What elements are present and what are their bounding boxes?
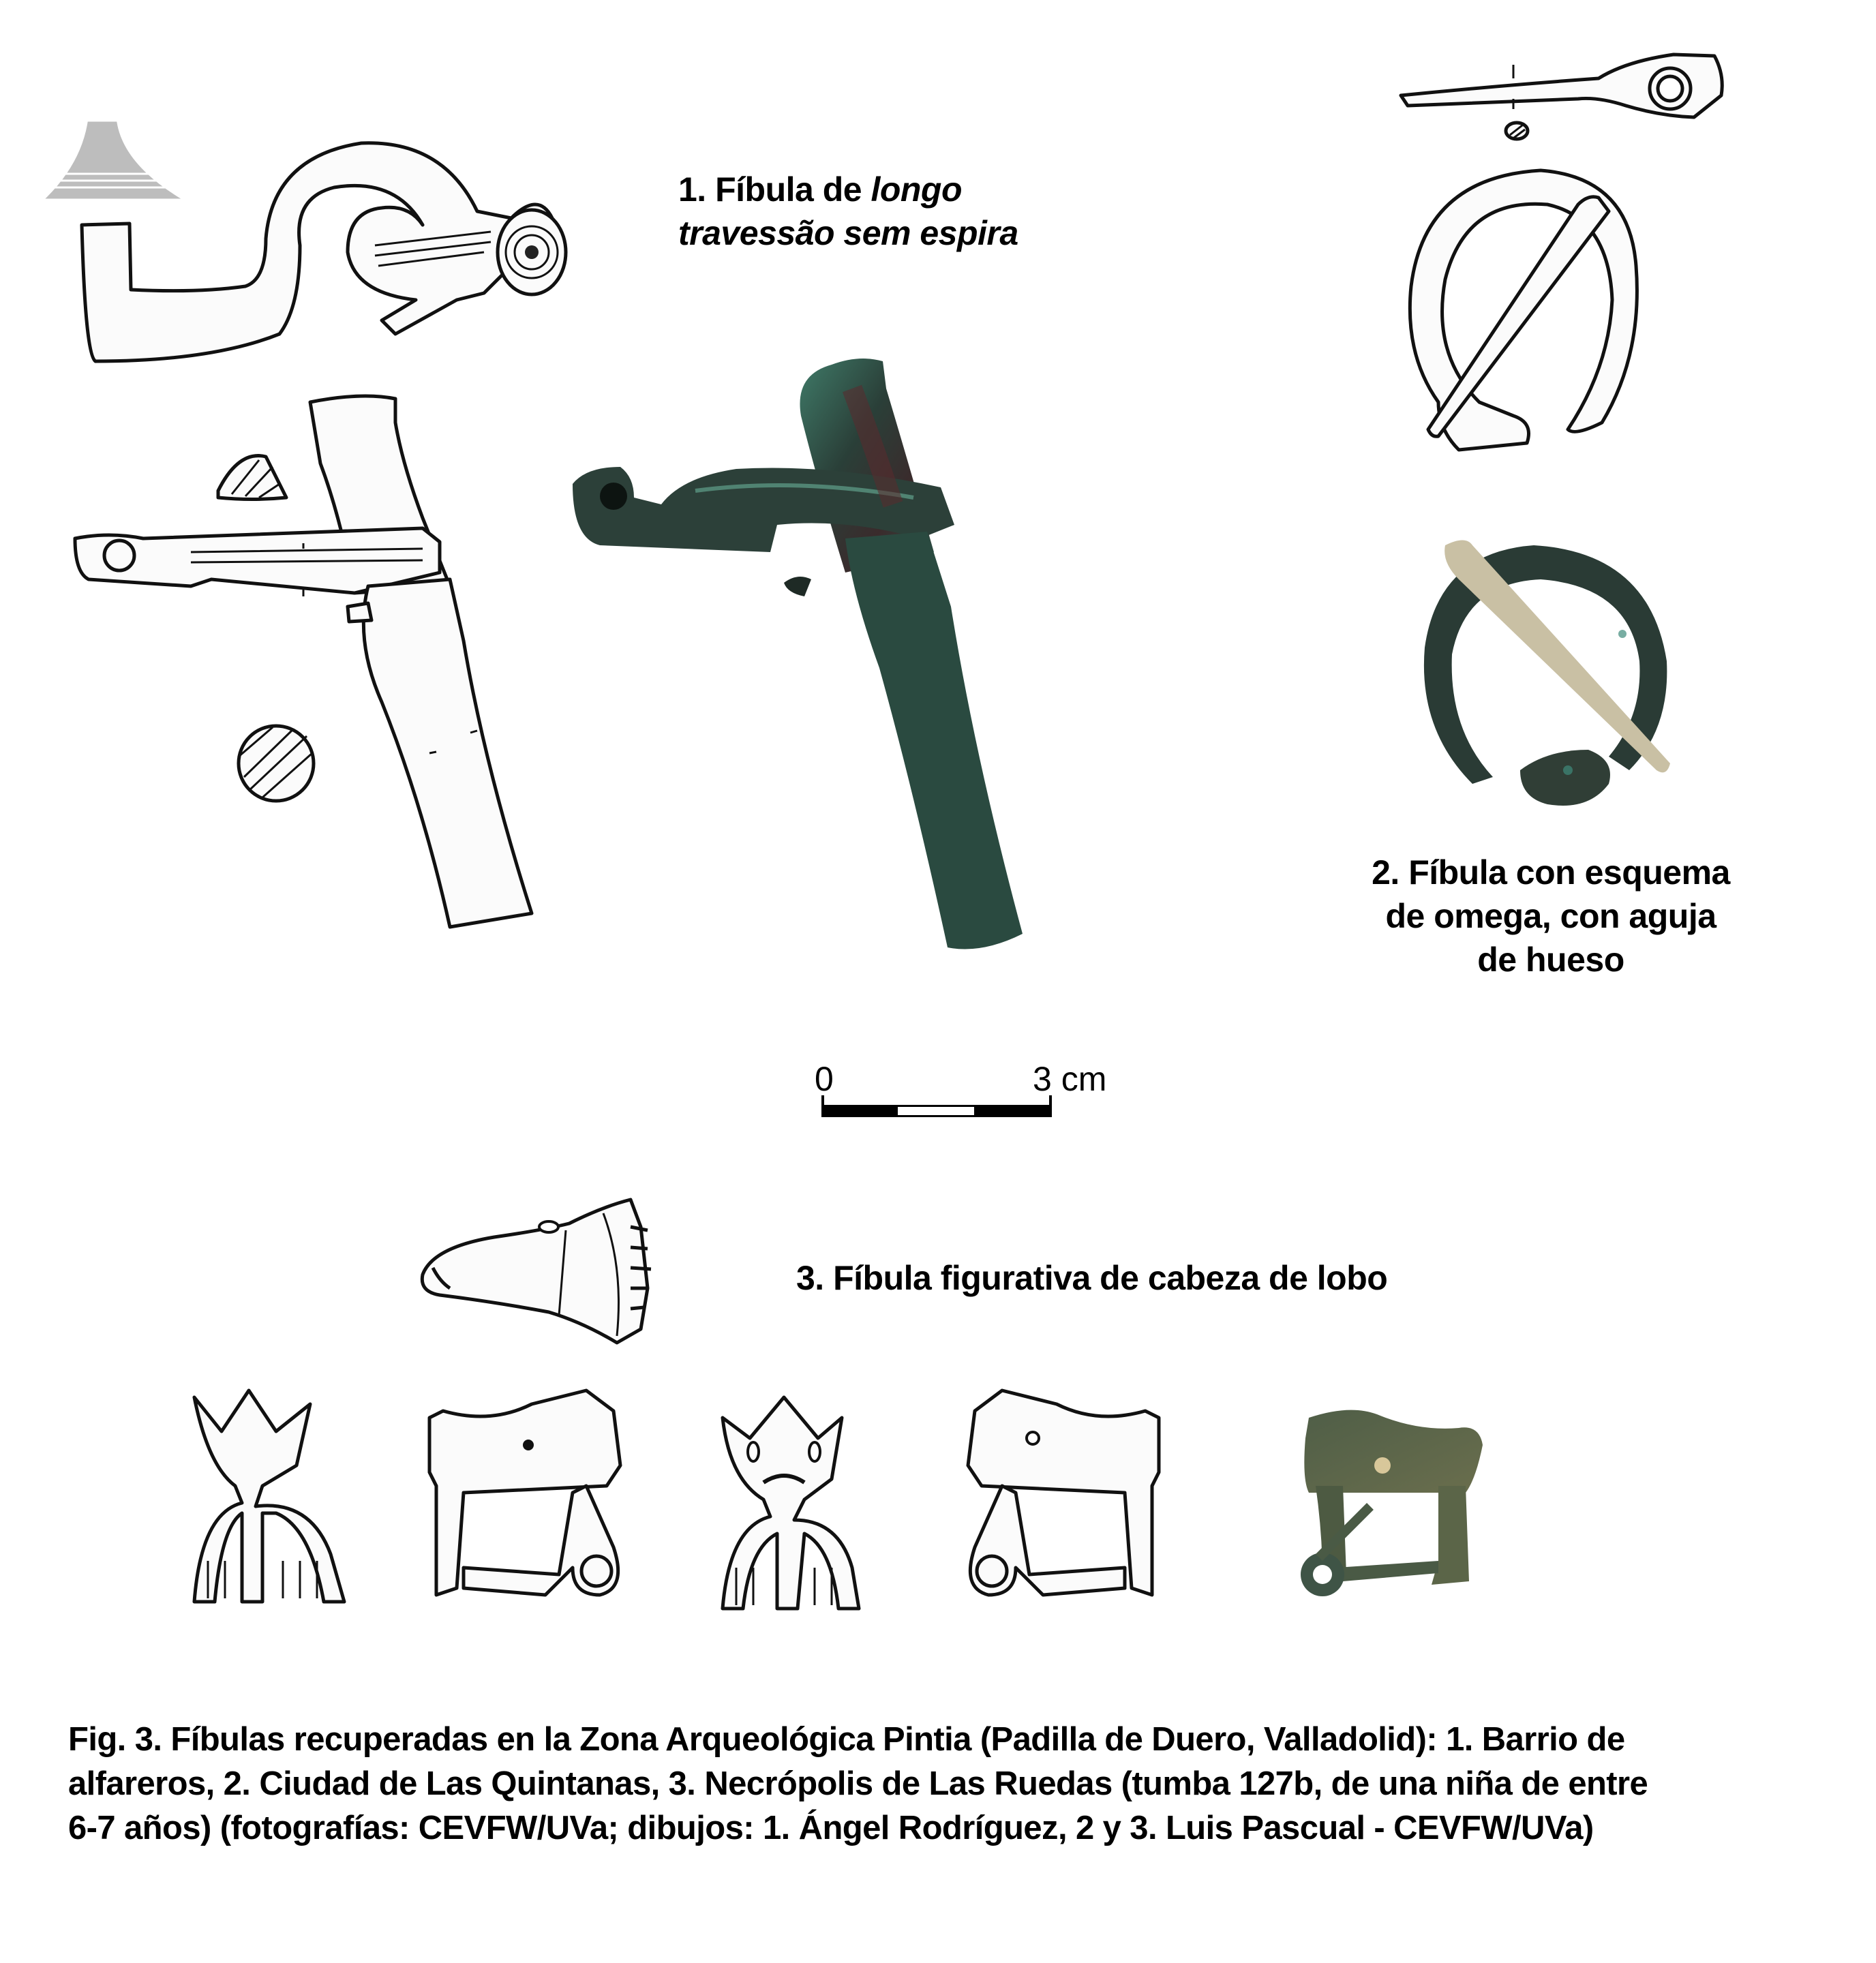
fibula1-photo bbox=[559, 348, 1091, 982]
fibula1-top-view-drawing bbox=[68, 382, 573, 995]
scale-bar bbox=[815, 1060, 1128, 1121]
scale-bar-graphic bbox=[821, 1095, 1053, 1123]
item3-label: 3. Fíbula figurativa de cabeza de lobo bbox=[796, 1259, 1388, 1297]
caption-line: 6-7 años) (fotografías: CEVFW/UVa; dibujos: 1. Ángel Rodríguez, 2 y 3. Luis Pascual - CEVFW/UVa) bbox=[68, 1810, 1594, 1846]
item1-label: 1. Fíbula de longo travessão sem espira bbox=[678, 170, 1018, 252]
figure-caption bbox=[68, 1718, 1841, 1851]
fibula1-profile-drawing bbox=[75, 136, 573, 368]
scale-start-label: 0 bbox=[815, 1060, 834, 1098]
scale-end-label: 3 cm bbox=[1033, 1060, 1107, 1098]
caption-line: Fig. 3. Fíbulas recuperadas en la Zona Arqueológica Pintia (Padilla de Duero, Valladolid): 1. Barrio de bbox=[68, 1721, 1625, 1758]
fibula3-front-view-drawing bbox=[194, 1390, 358, 1609]
fibula2-needle-drawing bbox=[1401, 55, 1769, 164]
fibula3-back-view-drawing bbox=[716, 1397, 879, 1615]
fibula3-photo bbox=[1268, 1397, 1520, 1602]
fibula2-omega-drawing bbox=[1404, 164, 1691, 470]
fibula3-side-view-drawing bbox=[423, 1390, 648, 1609]
fibula3-other-side-view-drawing bbox=[941, 1390, 1166, 1609]
fibula2-photo bbox=[1397, 525, 1697, 825]
item2-label: 2. Fíbula con esquema de omega, con aguja de hueso bbox=[1372, 853, 1730, 979]
fibula3-top-view-drawing bbox=[412, 1186, 658, 1350]
caption-line: alfareros, 2. Ciudad de Las Quintanas, 3. Necrópolis de Las Ruedas (tumba 127b, de una niña de entre bbox=[68, 1765, 1648, 1802]
